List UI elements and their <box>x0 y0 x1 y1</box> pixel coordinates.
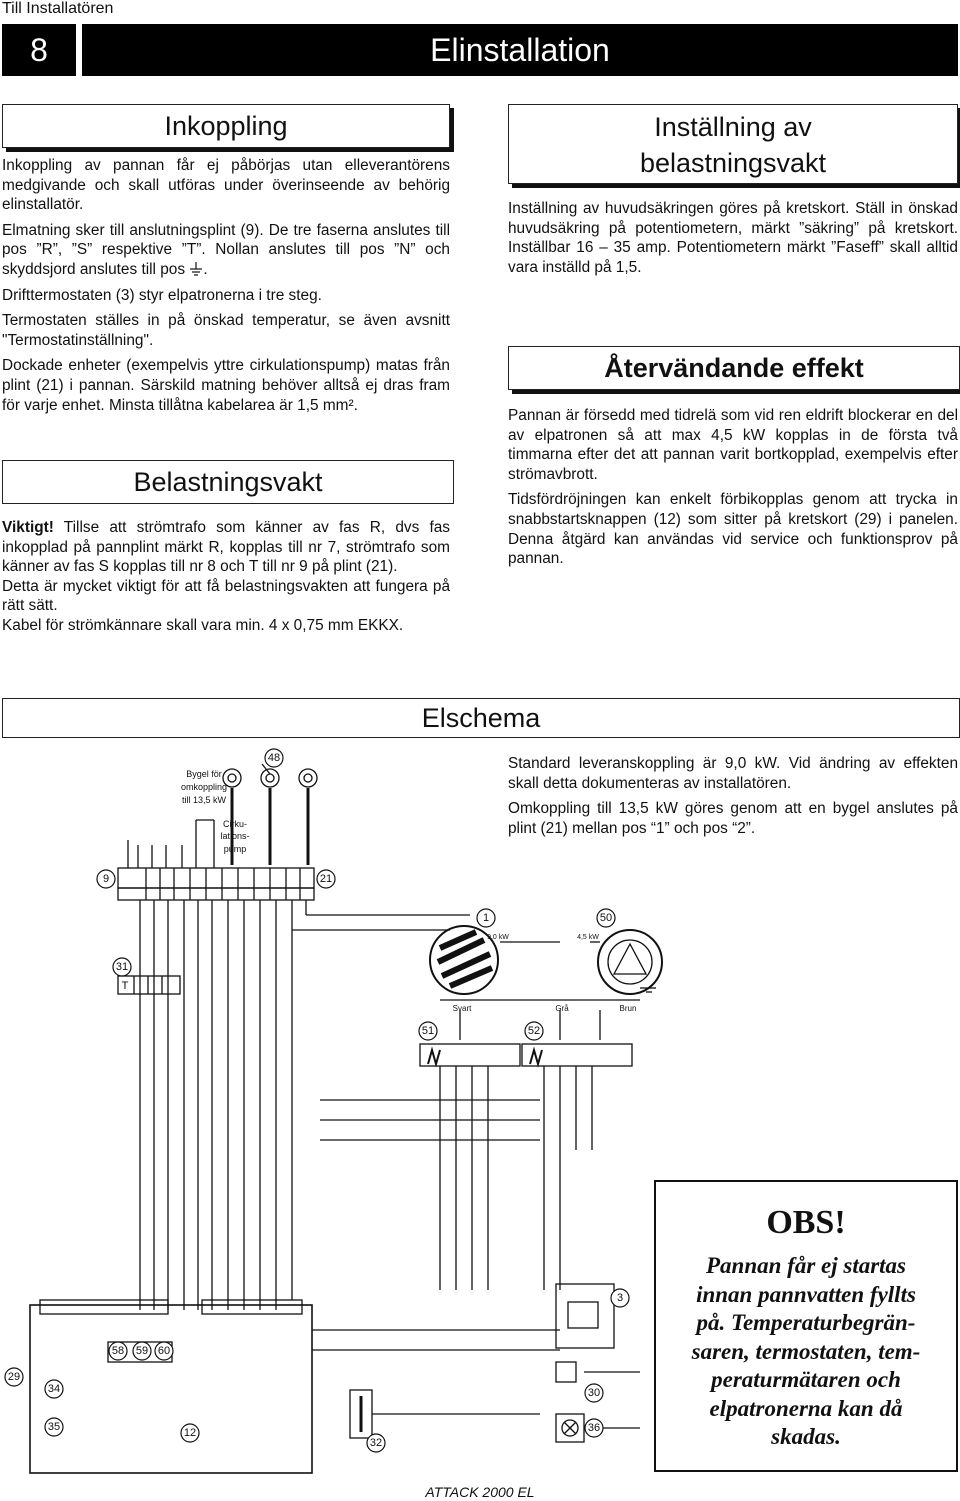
footer-model-text: ATTACK 2000 EL <box>425 1484 535 1500</box>
installning-heading-line2: belastningsvakt <box>639 148 827 178</box>
obs-line4: saren, termostaten, tem- <box>691 1338 921 1364</box>
bygel-line3: till 13,5 kW <box>181 795 227 805</box>
cirk-line3: pump <box>223 844 247 854</box>
atervandande-text <box>508 406 958 575</box>
label-60: 60 <box>157 1344 171 1357</box>
atervandande-p2: Tidsfördröjningen kan enkelt förbikopplas genom att trycka in snabbstartsknappen (12) som sitter på kretskort (29) i panelen. Denna åtgärd kan användas vid service och funktionsprov på pannan. <box>508 491 958 568</box>
label-58: 58 <box>111 1344 125 1357</box>
inkoppling-p2b: . <box>203 260 208 278</box>
svart-label: Svart <box>452 1004 472 1013</box>
obs-line3: på. Temperaturbegrän- <box>696 1310 916 1335</box>
installning-heading-line1: Inställning av <box>654 112 812 142</box>
cirk-line1: Cirku- <box>223 819 247 829</box>
elschema-p1: Standard leveranskoppling är 9,0 kW. Vid ändring av effekten skall detta dokumenteras av installatören. <box>508 755 958 792</box>
label-50: 50 <box>599 911 613 924</box>
obs-box <box>654 1180 958 1472</box>
gra-label: Grå <box>555 1004 569 1013</box>
installning-text <box>508 199 958 283</box>
label-48: 48 <box>267 751 281 764</box>
cirk-line2: lations- <box>220 831 250 841</box>
kw45-label: 4,5 kW <box>577 934 599 941</box>
ground-icon <box>189 262 203 276</box>
obs-title: OBS! <box>766 1204 846 1241</box>
page-title: Elinstallation <box>430 32 610 68</box>
label-30: 30 <box>587 1386 601 1399</box>
kw9-label: 9,0 kW <box>487 934 509 941</box>
installning-p1: Inställning av huvudsäkringen göres på kretskort. Ställ in önskad huvudsäkring på potentiometern, märkt ”säkring” på kretskort. Inställbar 16 – 35 amp. Potentiometern märkt ”Faseff” skall alltid vara inställd på 1,5. <box>508 200 958 276</box>
section-label: Till Installatören <box>2 0 114 17</box>
label-29: 29 <box>7 1370 21 1383</box>
label-35: 35 <box>47 1420 61 1433</box>
atervandande-heading: Återvändande effekt <box>604 353 864 383</box>
belastningsvakt-heading-box <box>2 460 454 504</box>
footer-model <box>400 1484 560 1501</box>
title-bar <box>82 24 958 76</box>
important-label: Viktigt! <box>2 519 54 536</box>
obs-line5: peraturmätaren och <box>711 1367 901 1392</box>
obs-line2: innan pannvatten fyllts <box>696 1281 916 1307</box>
label-12: 12 <box>183 1426 197 1439</box>
belastningsvakt-heading: Belastningsvakt <box>133 467 323 497</box>
inkoppling-p3: Drifttermostaten (3) styr elpatronerna i tre steg. <box>2 286 322 304</box>
elschema-heading-box <box>2 698 960 738</box>
belastningsvakt-text <box>2 518 450 636</box>
installning-heading-box <box>508 104 958 184</box>
inkoppling-heading: Inkoppling <box>164 111 288 141</box>
bygel-line1: Bygel för <box>186 769 222 779</box>
label-51: 51 <box>421 1024 435 1037</box>
t-label: T <box>121 980 129 992</box>
label-1: 1 <box>482 911 490 924</box>
label-3: 3 <box>616 1291 624 1304</box>
bygel-line2: omkoppling <box>180 782 228 792</box>
atervandande-p1: Pannan är försedd med tidrelä som vid ren eldrift blockerar en del av elpatronen så att max 4,5 kW kopplas in de första två timmarna efter det att pannan varit bortkopplad, exempelvis efter strömavbrott. <box>508 407 958 483</box>
inkoppling-p2 <box>2 221 450 280</box>
label-34: 34 <box>47 1382 61 1395</box>
label-36: 36 <box>587 1421 601 1434</box>
belastningsvakt-p2: Detta är mycket viktigt för att få belastningsvakten att fungera på rätt sätt. <box>2 577 450 615</box>
elschema-heading: Elschema <box>421 703 541 733</box>
page-number-box <box>2 24 76 76</box>
inkoppling-p2a: Elmatning sker till anslutningsplint (9). De tre faserna anslutes till pos ”R”, ”S” respektive ”T”. Nollan anslutes till pos ”N” och skyddsjord anslutes till pos <box>2 221 450 278</box>
brun-label: Brun <box>619 1004 637 1013</box>
obs-line1: Pannan får ej startas <box>705 1253 906 1278</box>
label-9: 9 <box>102 872 110 885</box>
atervandande-heading-box <box>508 346 960 390</box>
label-32: 32 <box>369 1436 383 1449</box>
inkoppling-p5: Dockade enheter (exempelvis yttre cirkulationspump) matas från plint (21) i pannan. Särskild matning behöver alltså ej dras fram för varje enhet. Minsta tillåtna kabelarea är 1,5 mm². <box>2 357 450 414</box>
label-31: 31 <box>115 960 129 973</box>
inkoppling-p4: Termostaten ställes in på önskad temperatur, se även avsnitt "Termostatinställning". <box>2 312 450 349</box>
inkoppling-text <box>2 156 450 421</box>
obs-line6: elpatronerna kan då <box>709 1395 903 1421</box>
belastningsvakt-p3: Kabel för strömkännare skall vara min. 4 x 0,75 mm EKKX. <box>2 616 404 634</box>
belastningsvakt-p1: Tillse att strömtrafo som känner av fas R, dvs fas inkopplad på pannplint märkt R, kopplas till nr 7, strömtrafo som känner av fas S kopplas till nr 8 och T till nr 9 på plint (21). <box>2 519 450 576</box>
inkoppling-p1: Inkoppling av pannan får ej påbörjas utan elleverantörens medgivande och skall utföras under överinseende av behörig elinstallatör. <box>2 157 450 214</box>
label-59: 59 <box>135 1344 149 1357</box>
label-52: 52 <box>527 1024 541 1037</box>
obs-line7: skadas. <box>771 1424 841 1449</box>
elschema-p2: Omkoppling till 13,5 kW göres genom att en bygel anslutes på plint (21) mellan pos “1” och pos “2”. <box>508 800 958 837</box>
inkoppling-heading-box <box>2 104 450 148</box>
label-21: 21 <box>319 872 333 885</box>
page-number: 8 <box>30 32 48 68</box>
